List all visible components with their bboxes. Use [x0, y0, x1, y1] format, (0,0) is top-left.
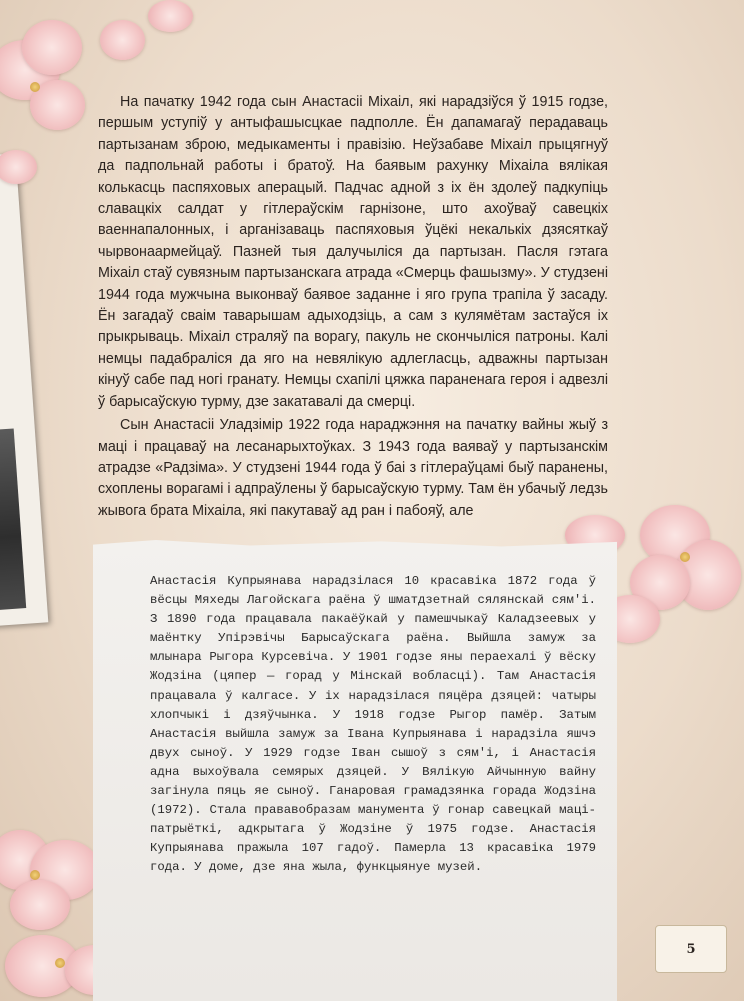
- paragraph-2: Сын Анастасіі Уладзімір 1922 года нараджэння на пачатку вайны жыў з маці і працаваў на лесанарыхтоўках. З 1943 года ваяваў у партызанскім атрадзе «Радзіма». У студзені 1944 года ў баі з гітлераўцамі быў паранены, схоплены ворагамі і адпраўлены ў барысаўскую турму. Там ён убачыў ледзь жывога брата Міхаіла, які пакутаваў ад ран і пабояў, але: [98, 417, 608, 519]
- page-number: 5: [686, 941, 696, 957]
- main-article: [98, 92, 608, 522]
- typewritten-biography-text: Анастасія Купрыянава нарадзілася 10 красавіка 1872 года ў вёсцы Мяхеды Лагойскага раёна ў шматдзетнай сялянскай сям'і. З 1890 года працавала пакаёўкай у памешчыкаў Каладзеевых у маёнтку Упірэвічы Барысаўскага раёна. Выйшла замуж за млынара Рыгора Курсевіча. У 1901 годзе яны пераехалі ў вёску Жодзіна (цяпер — горад у Мінскай вобласці). Там Анастасія працавала ў калгасе. У іх нарадзілася пяцёра дзяцей: чатыры хлопчыкі і дзяўчынка. У 1918 годзе Рыгор памёр. Затым Анастасія выйшла замуж за Івана Купрыянава і нарадзіла яшчэ двух сыноў. У 1929 годзе Іван сышоў з сям'і, і Анастасія адна выхоўвала семярых дзяцей. У Вялікую Айчынную вайну загінула пяць яе сыноў. Ганаровая грамадзянка горада Жодзіна (1972). Стала прававобразам манумента ў гонар савецкай маці-патрыёткі, адкрытага ў Жодзіне ў 1975 годзе. Анастасія Купрыянава пражыла 107 гадоў. Памерла 13 красавіка 1979 года. У доме, дзе яна жыла, функцыянуе музей.: [150, 574, 596, 875]
- paragraph-1: На пачатку 1942 года сын Анастасіі Міхаіл, які нарадзіўся ў 1915 годзе, першым уступіў у антыфашысцкае падполле. Ён дапамагаў перадаваць партызанам зброю, медыкаменты і правізію. Неўзабаве Міхаіл прыцягнуў да падпольнай работы і братоў. На баявым рахунку Міхаіла вялікая колькасць паспяховых аперацый. Падчас адной з іх ён здолеў падкупіць славацкіх салдат у гітлераўскім гарнізоне, што ахоўваў савецкіх ваеннапалонных, і арганізаваць паспяховыя ўцёкі некалькіх дзясяткаў чырвонаармейцаў. Пазней тыя далучыліся да партызан. Пасля гэтага Міхаіл стаў сувязным партызанскага атрада «Смерць фашызму». У студзені 1944 года мужчына выконваў баявое заданне і яго група трапіла ў засаду. Ён загадаў сваім таварышам адыходзіць, а сам з кулямётам застаўся іх прыкрываць. Міхаіл страляў па ворагу, пакуль не скончыліся патроны. Калі немцы падабраліся да яго на невялікую адлегласць, адважны партызан кінуў сабе пад ногі гранату. Немцы схапілі цяжка параненага героя і адвезлі ў барысаўскую турму, дзе закатавалі да смерці.: [98, 94, 608, 410]
- page-number-tab: [655, 925, 727, 973]
